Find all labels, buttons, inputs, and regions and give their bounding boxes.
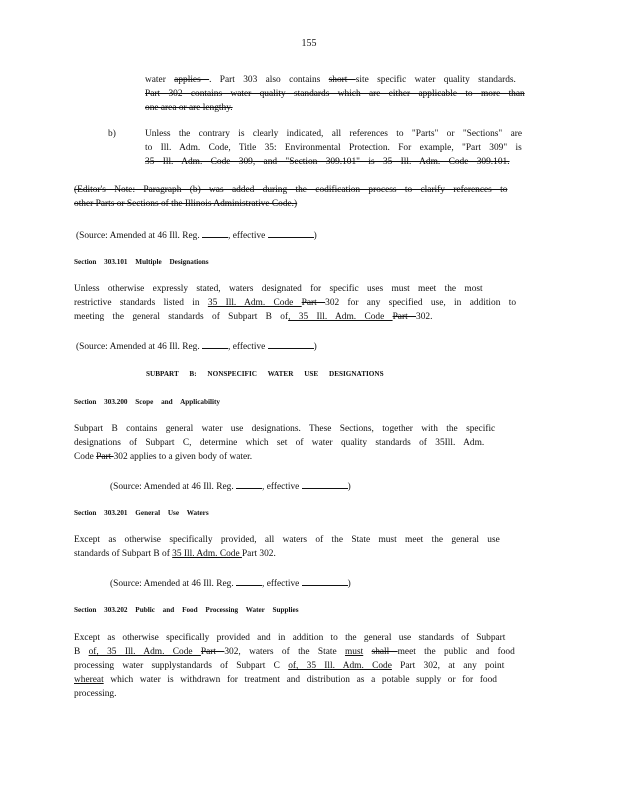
sec202-line2	[74, 646, 515, 658]
text: , effective	[228, 231, 266, 241]
blank-line	[268, 228, 314, 238]
sec202-line4	[74, 674, 497, 686]
text: site specific water quality standards.	[355, 75, 516, 85]
source-note	[76, 339, 317, 353]
blank-line	[202, 228, 228, 238]
deleted-text: shall	[371, 647, 398, 657]
text: which water is withdrawn for treatment and distribution as a potable supply or for food	[103, 675, 497, 685]
subsection-marker: b)	[108, 129, 116, 139]
section-heading: Section 303.200 Scope and Applicability	[74, 398, 221, 406]
deleted-text: Part	[301, 298, 326, 308]
text: 302 applies to a given body of water.	[113, 452, 253, 462]
text: restrictive standards listed in	[74, 298, 208, 308]
inserted-text: whereat	[74, 675, 104, 685]
p1-line2: Part 302 contains water quality standards which are either applicable to more than	[145, 89, 525, 99]
inserted-text: of, 35 Ill. Adm. Code	[88, 647, 201, 657]
section-heading: Section 303.202 Public and Food Processing Water Supplies	[74, 606, 299, 614]
deleted-text: Part	[392, 312, 417, 322]
text: Part 302, at any point	[391, 661, 505, 671]
text: 302, waters of the State	[224, 647, 345, 657]
blank-line	[268, 339, 314, 349]
sec202-line1: Except as otherwise specifically provided and in addition to the general use standards of Subpart	[74, 633, 506, 643]
section-heading: Section 303.201 General Use Waters	[74, 509, 209, 517]
text: 302 for any specified use, in addition to	[325, 298, 517, 308]
text: Code	[74, 452, 97, 462]
text: (Source: Amended at 46 Ill. Reg.	[76, 342, 200, 352]
text: water	[145, 75, 175, 85]
source-note	[76, 228, 317, 242]
text: )	[347, 482, 351, 492]
p1-line3: one area or are lengthy.	[145, 103, 233, 113]
blank-line	[302, 576, 348, 586]
text: )	[313, 231, 317, 241]
text: . Part 303 also contains	[209, 75, 329, 85]
inserted-text: of, 35 Ill. Adm. Code	[288, 661, 392, 671]
p1-line1	[145, 74, 516, 86]
source-note	[110, 576, 351, 590]
b-line2: to Ill. Adm. Code, Title 35: Environmental Protection. For example, "Part 309" is	[145, 143, 522, 153]
blank-line	[202, 339, 228, 349]
text: Part 302.	[241, 549, 276, 559]
sec202-line3	[74, 660, 504, 672]
text: standards of Subpart B of	[74, 549, 173, 559]
page-number: 155	[301, 38, 317, 49]
blank-line	[236, 479, 262, 489]
source-note	[110, 479, 351, 493]
sec101-line2	[74, 297, 516, 309]
deleted-text: applies	[174, 75, 210, 85]
editors-note-line1: (Editor's Note: Paragraph (b) was added during the codification process to clarify references to	[74, 185, 508, 195]
text: , effective	[228, 342, 266, 352]
sec200-line2: designations of Subpart C, determine which set of water quality standards of 35Ill. Adm.	[74, 438, 485, 448]
text: , effective	[262, 482, 300, 492]
text: B	[74, 647, 89, 657]
subpart-heading: SUBPART B: NONSPECIFIC WATER USE DESIGNATIONS	[146, 370, 384, 378]
text: meeting the general standards of Subpart B of	[74, 312, 289, 322]
section-heading: Section 303.101 Multiple Designations	[74, 258, 209, 266]
blank-line	[236, 576, 262, 586]
text: )	[313, 342, 317, 352]
inserted-text: must	[344, 647, 364, 657]
deleted-text: Part	[96, 452, 114, 462]
deleted-text: Part	[200, 647, 225, 657]
text: (Source: Amended at 46 Ill. Reg.	[110, 579, 234, 589]
blank-line	[302, 479, 348, 489]
text: )	[347, 579, 351, 589]
text: 302.	[416, 312, 433, 322]
sec101-line3	[74, 311, 432, 323]
inserted-text: , 35 Ill. Adm. Code	[288, 312, 393, 322]
inserted-text: 35 Ill. Adm. Code	[172, 549, 242, 559]
deleted-text: short	[328, 75, 356, 85]
sec201-line1: Except as otherwise specifically provided, all waters of the State must meet the general use	[74, 535, 500, 545]
text: , effective	[262, 579, 300, 589]
editors-note-line2: other Parts or Sections of the Illinois Administrative Code.)	[74, 199, 298, 209]
sec201-line2	[74, 548, 276, 560]
text: meet the public and food	[397, 647, 515, 657]
b-line1: Unless the contrary is clearly indicated, all references to "Parts" or "Sections" are	[145, 129, 523, 139]
text: processing water supplystandards of Subpart C	[74, 661, 289, 671]
text	[363, 647, 371, 657]
inserted-text: 35 Ill. Adm. Code	[207, 298, 302, 308]
sec202-line5: processing.	[74, 689, 117, 699]
b-line3: 35 Ill. Adm. Code 309, and "Section 309.101" is 35 Ill. Adm. Code 309.101.	[145, 157, 510, 167]
text: (Source: Amended at 46 Ill. Reg.	[110, 482, 234, 492]
sec200-line1: Subpart B contains general water use designations. These Sections, together with the specific	[74, 424, 496, 434]
text: (Source: Amended at 46 Ill. Reg.	[76, 231, 200, 241]
sec200-line3	[74, 451, 252, 463]
sec101-line1: Unless otherwise expressly stated, waters designated for specific uses must meet the most	[74, 284, 483, 294]
